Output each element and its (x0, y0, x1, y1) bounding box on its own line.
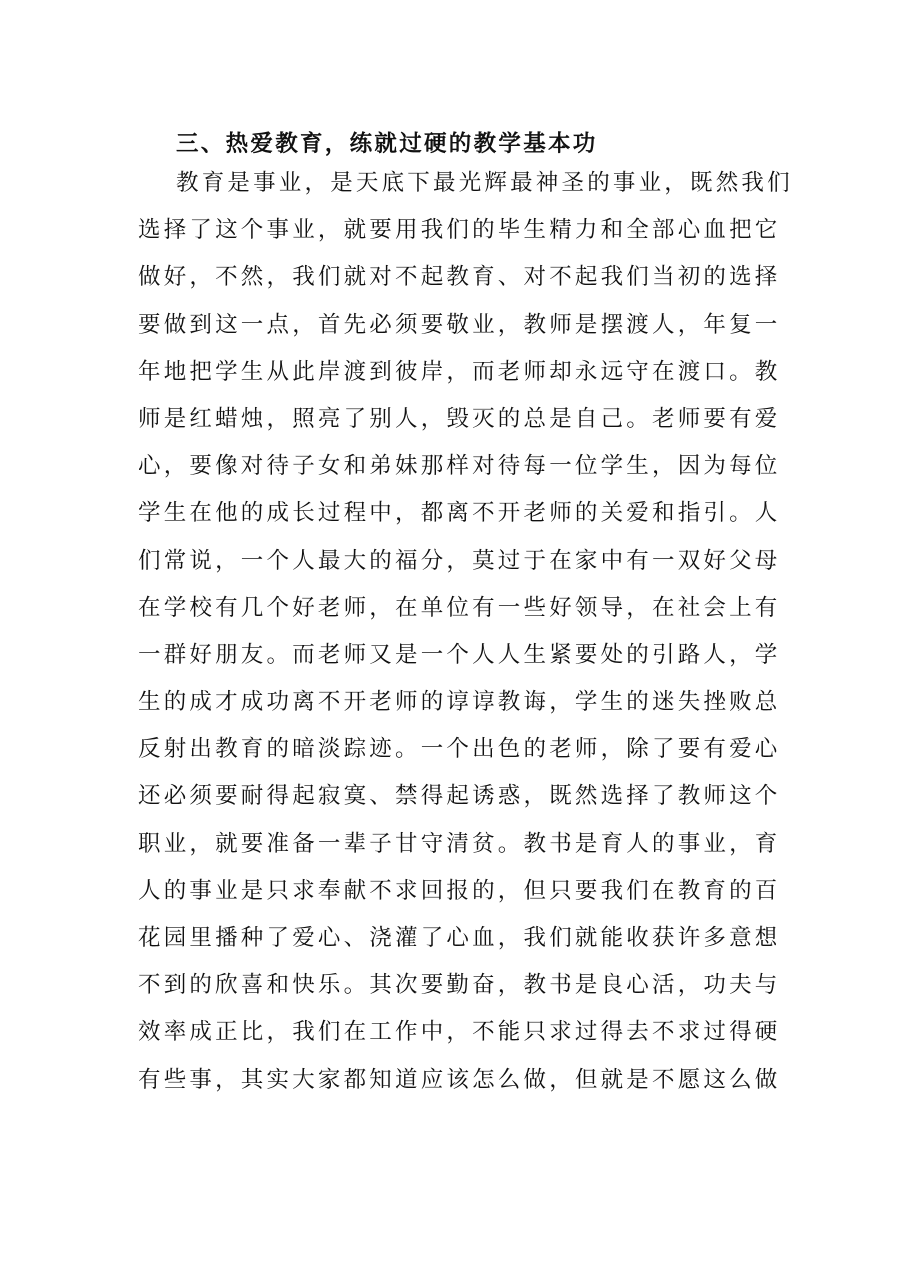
text-line: 职业，就要准备一辈子甘守清贫。教书是育人的事业，育 (138, 830, 781, 857)
text-line: 人的事业是只求奉献不求回报的，但只要我们在教育的百 (138, 877, 781, 904)
body-text (138, 160, 793, 1104)
text-line: 生的成才成功离不开老师的谆谆教诲，学生的迷失挫败总 (138, 689, 781, 716)
text-line: 不到的欣喜和快乐。其次要勤奋，教书是良心活，功夫与 (138, 972, 781, 999)
text-line: 做好，不然，我们就对不起教育、对不起我们当初的选择 (138, 264, 781, 291)
text-line: 在学校有几个好老师，在单位有一些好领导，在社会上有 (138, 594, 781, 621)
text-line: 一群好朋友。而老师又是一个人人生紧要处的引路人，学 (138, 641, 781, 668)
text-line: 教育是事业，是天底下最光辉最神圣的事业，既然我们 (176, 170, 793, 196)
text-line: 要做到这一点，首先必须要敬业，教师是摆渡人，年复一 (138, 311, 781, 338)
text-line: 心，要像对待子女和弟妹那样对待每一位学生，因为每位 (138, 453, 781, 480)
text-line: 还必须要耐得起寂寞、禁得起诱惑，既然选择了教师这个 (138, 783, 781, 810)
text-line: 反射出教育的暗淡踪迹。一个出色的老师，除了要有爱心 (138, 736, 781, 763)
text-line: 年地把学生从此岸渡到彼岸，而老师却永远守在渡口。教 (138, 358, 781, 385)
text-line: 们常说，一个人最大的福分，莫过于在家中有一双好父母 (138, 547, 781, 574)
section-heading: 三、热爱教育，练就过硬的教学基本功 (176, 131, 598, 157)
text-line: 选择了这个事业，就要用我们的毕生精力和全部心血把它 (138, 217, 781, 244)
text-line: 效率成正比，我们在工作中，不能只求过得去不求过得硬 (138, 1019, 781, 1046)
text-line: 有些事，其实大家都知道应该怎么做，但就是不愿这么做 (138, 1066, 781, 1093)
text-line: 师是红蜡烛，照亮了别人，毁灭的总是自己。老师要有爱 (138, 405, 781, 432)
text-line: 花园里播种了爱心、浇灌了心血，我们就能收获许多意想 (138, 925, 781, 951)
text-line: 学生在他的成长过程中，都离不开老师的关爱和指引。人 (138, 500, 781, 527)
